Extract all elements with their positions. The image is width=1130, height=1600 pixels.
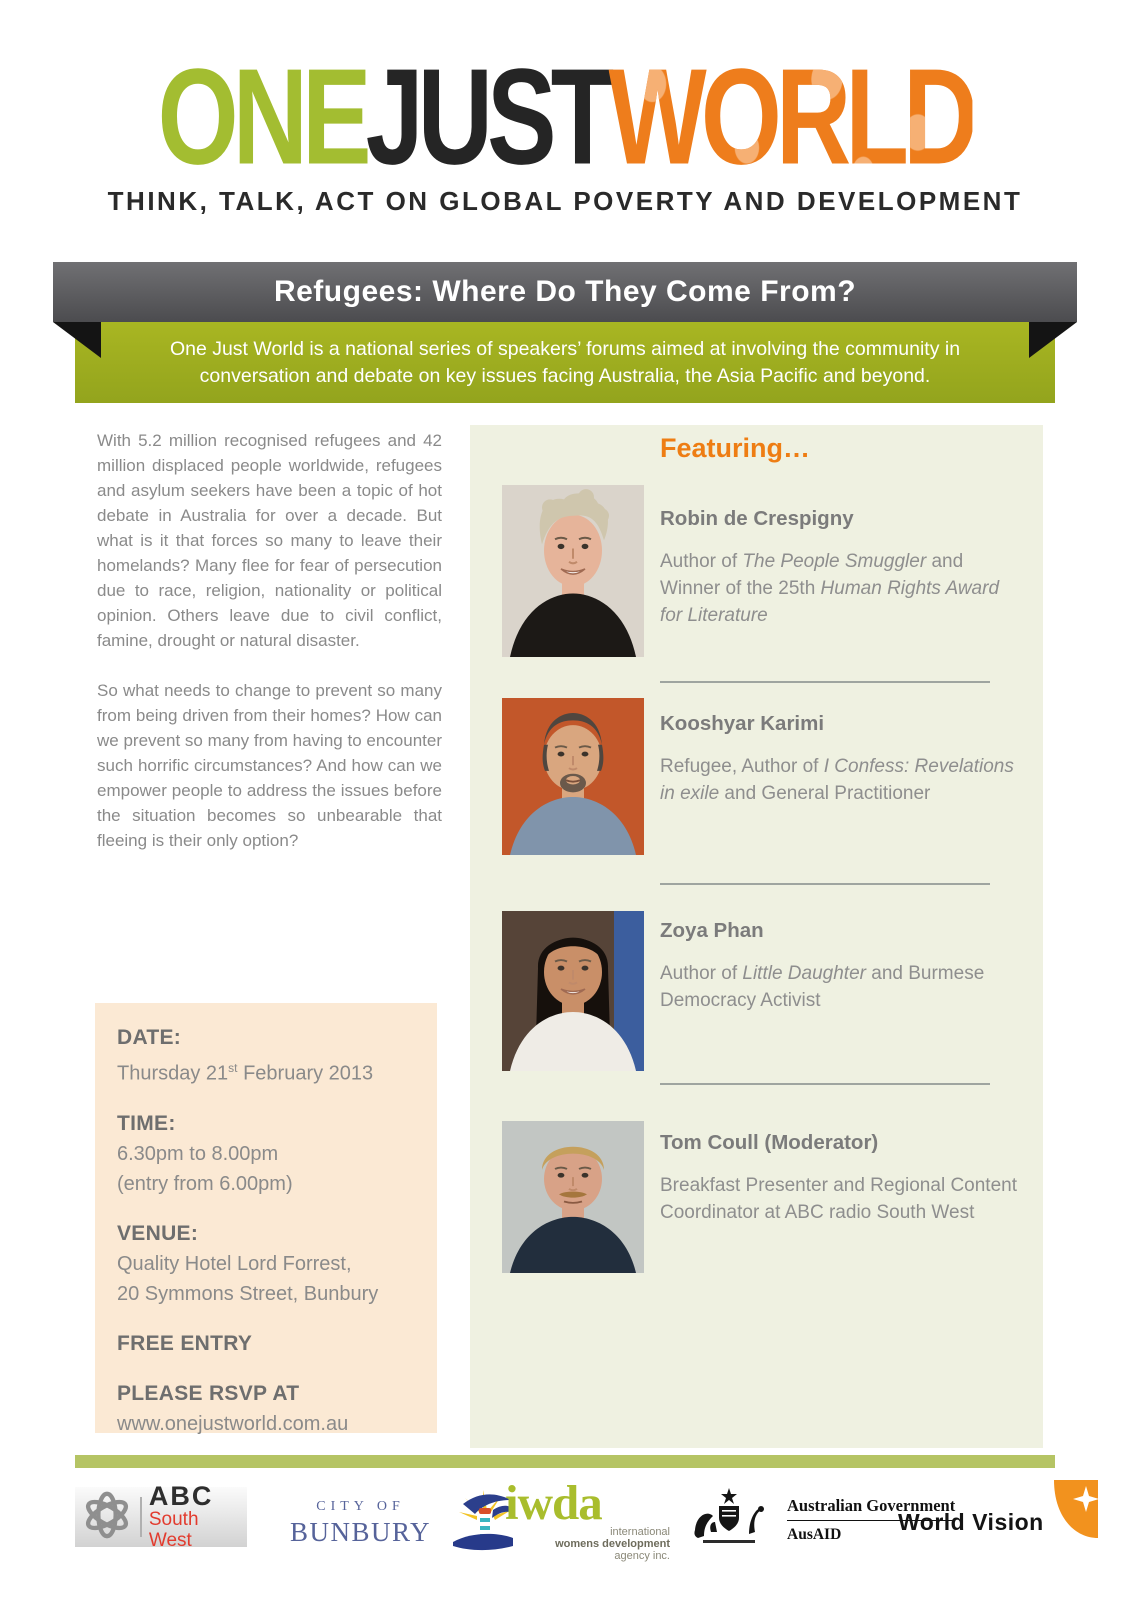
rsvp-url-link[interactable]: www.onejustworld.com.au (117, 1412, 349, 1435)
iwda-sub-2: womens development (555, 1538, 670, 1550)
australian-coat-of-arms-icon (683, 1486, 775, 1553)
sponsor-iwda-logo (505, 1475, 670, 1562)
bunbury-line-1: CITY OF (316, 1499, 405, 1514)
date-label: DATE: (117, 1026, 182, 1049)
rsvp-group (117, 1379, 423, 1439)
iwda-subtext (505, 1526, 670, 1562)
speaker-bio: Author of The People Smuggler and Winner of the 25th Human Rights Award for Literature (660, 551, 1000, 626)
title-banner (53, 262, 1077, 322)
logo-word-world: WORLD (608, 41, 973, 194)
featuring-panel (470, 425, 1043, 1448)
venue-group (117, 1219, 423, 1309)
venue-line-2: 20 Symmons Street, Bunbury (117, 1282, 379, 1305)
speaker-bio: Breakfast Presenter and Regional Content Coordinator at ABC radio South West (660, 1175, 1017, 1223)
free-entry-label: FREE ENTRY (117, 1331, 253, 1355)
iwda-wordmark: iwda (505, 1475, 602, 1530)
speaker-name: Kooshyar Karimi (660, 712, 825, 735)
world-vision-star-icon (1048, 1478, 1102, 1545)
venue-label: VENUE: (117, 1221, 199, 1245)
speaker-photo (502, 485, 644, 657)
divider (660, 1083, 990, 1085)
speaker-photo (502, 698, 644, 855)
bunbury-logo-text (290, 1499, 431, 1548)
featuring-heading: Featuring… (660, 433, 811, 463)
venue-line-1: Quality Hotel Lord Forrest, (117, 1252, 352, 1275)
speaker-photo (502, 1121, 644, 1273)
date-day: Thursday 21 (117, 1062, 229, 1085)
abc-logo-divider (140, 1497, 142, 1537)
abc-lissajous-icon (81, 1489, 133, 1546)
speaker-text (660, 911, 1018, 1014)
rsvp-label: PLEASE RSVP AT (117, 1381, 300, 1405)
divider (660, 681, 990, 683)
sponsor-city-of-bunbury-logo (290, 1488, 515, 1559)
time-label: TIME: (117, 1111, 176, 1135)
speaker-name: Robin de Crespigny (660, 507, 854, 530)
bunbury-line-2: BUNBURY (290, 1517, 432, 1547)
ausaid-line-2: AusAID (787, 1525, 842, 1543)
subtitle-banner (75, 322, 1055, 403)
sponsor-world-vision-logo (898, 1478, 1102, 1545)
header-logo (0, 41, 1130, 194)
date-value (117, 1053, 423, 1089)
date-group (117, 1023, 423, 1089)
logo-tagline: THINK, TALK, ACT ON GLOBAL POVERTY AND DEVELOPMENT (107, 186, 1023, 216)
speaker-name: Zoya Phan (660, 919, 764, 942)
speaker-bio: Refugee, Author of I Confess: Revelations in exile and General Practitioner (660, 756, 1014, 804)
sponsor-abc-south-west-logo (75, 1480, 247, 1551)
world-vision-wordmark: World Vision (898, 1509, 1044, 1535)
speaker-text (660, 698, 1018, 807)
free-entry-group (117, 1329, 423, 1359)
intro-column (97, 428, 442, 878)
date-ordinal: st (228, 1061, 238, 1075)
time-value: 6.30pm to 8.00pm (117, 1142, 279, 1165)
speaker-name: Tom Coull (Moderator) (660, 1131, 879, 1154)
brand-logo (157, 41, 973, 194)
ausaid-line-1: Australian Government (787, 1496, 955, 1521)
speaker-text (660, 1121, 1018, 1226)
logo-word-one: ONE (157, 41, 366, 194)
abc-logo-text (148, 1480, 241, 1551)
logo-word-just: JUST (365, 41, 609, 194)
footer-rule (75, 1455, 1055, 1468)
divider (660, 883, 990, 885)
event-subtitle: One Just World is a national series of speakers’ forums aimed at involving the community in conversation and debate on key issues facing Australia, the Asia Pacific and beyond. (169, 337, 961, 387)
intro-paragraph-2: So what needs to change to prevent so many from being driven from their homes? How can we prevent so many from having to encounter such horrific circumstances? And how can we empower people to address the issues before the situation becomes so unbearable that fleeing is their only option? (97, 681, 442, 850)
time-group (117, 1109, 423, 1199)
event-details-box (95, 1003, 437, 1433)
intro-paragraph-1: With 5.2 million recognised refugees and 42 million displaced people worldwide, refugees and asylum seekers have been a topic of hot debate in Australia for over a decade. But what is it that forces so many to leave their homelands? Many flee for fear of persecution due to race, religion, nationality or political opinion. Others leave due to civil conflict, famine, drought or natural disaster. (97, 431, 442, 650)
speaker-text (660, 485, 1018, 629)
bunbury-lighthouse-icon (435, 1488, 515, 1559)
date-rest: February 2013 (237, 1062, 374, 1085)
event-title: Refugees: Where Do They Come From? (273, 275, 857, 308)
abc-line-2: South West (148, 1508, 199, 1551)
speaker-bio: Author of Little Daughter and Burmese Democracy Activist (660, 963, 985, 1011)
speakers (470, 425, 1043, 1448)
speaker-photo (502, 911, 644, 1071)
abc-line-1: ABC (148, 1480, 214, 1511)
iwda-sub-3: agency inc. (614, 1550, 670, 1562)
time-note: (entry from 6.00pm) (117, 1172, 293, 1195)
iwda-sub-1: international (610, 1526, 670, 1538)
